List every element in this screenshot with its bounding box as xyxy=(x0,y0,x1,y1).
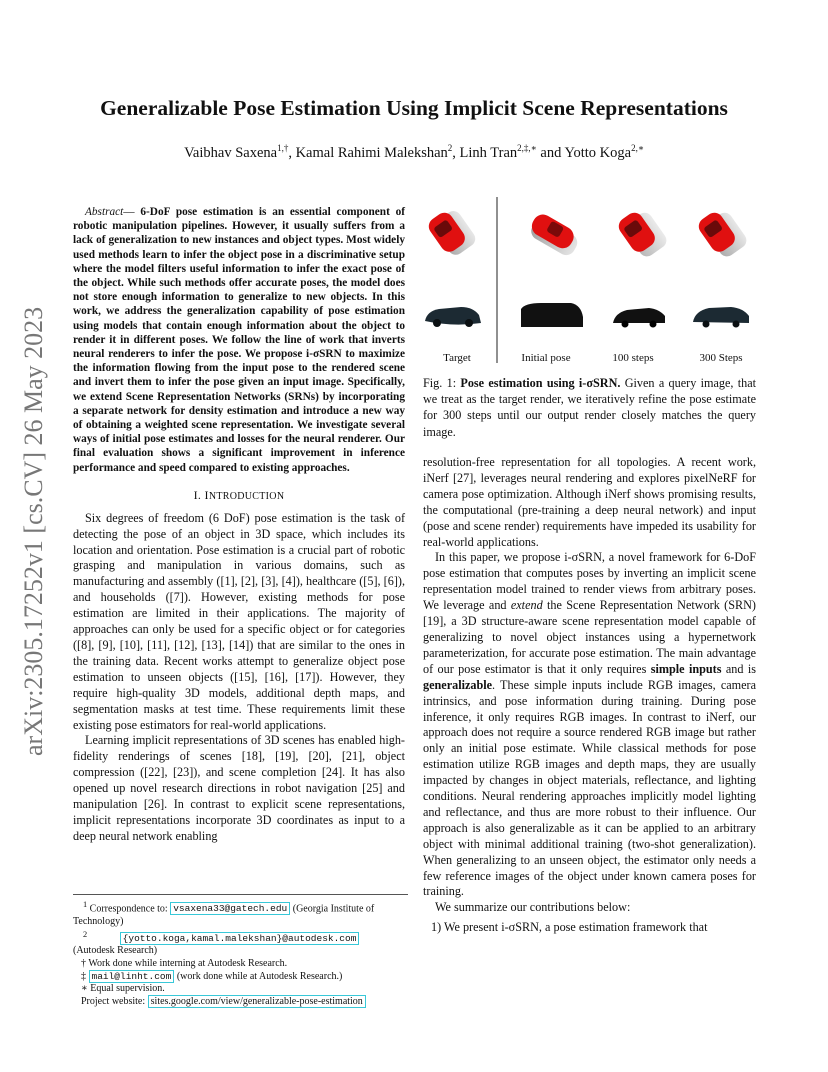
author-name: Yotto Koga xyxy=(564,144,632,161)
footnote-text: Project website: xyxy=(81,995,148,1007)
arxiv-watermark-svg xyxy=(8,280,54,760)
figure-1-graphic xyxy=(423,195,756,365)
dark-car-300-steps xyxy=(693,307,749,328)
arxiv-watermark-text: arXiv:2305.17252v1 [cs.CV] 26 May 2023 xyxy=(19,306,48,756)
section-rest: NTRODUCTION xyxy=(208,490,285,502)
abstract-dash: — xyxy=(123,206,141,218)
footnote-mark: ‡ xyxy=(81,970,89,982)
footnote-4 xyxy=(81,971,408,984)
text-bold: generalizable xyxy=(423,677,493,692)
red-car-target xyxy=(425,208,478,258)
red-car-100-steps xyxy=(615,209,669,259)
section-number: I. xyxy=(193,487,205,502)
author-affiliation: 1,† xyxy=(277,143,289,153)
author-list: Vaibhav Saxena$^{1,\dagger}$, Kamal Rahimi Malekshan$^2$, Linh Tran$^{2,\ddagger,∗}$ and Yotto Koga$^{2,∗}$ xyxy=(184,143,644,161)
caption-label: Fig. 1: xyxy=(423,376,461,390)
dark-car-initial xyxy=(521,303,583,327)
footnote-1 xyxy=(73,899,408,929)
footnotes xyxy=(73,894,408,1008)
paragraph: We summarize our contributions below: xyxy=(435,900,631,915)
text-run: . These simple inputs include RGB images, camera intrinsics, and pose information during training. During pose inference, it only requires RGB images. In contrast to iNerf, our approach does not require a source rendered RGB image but rather only an initial pose estimate. While classical methods for pose estimation utilize RGB images and depth maps, they are usually impacted by changes in object materials, reflectance, and lighting conditions. Neural rendering approaches implicitly model lighting and reflectance, and thus are more robust to their influence. Our approach is also generalizable as it can be applied to an arbitrary object with minimal additional training (two-shot generalization). When generalizing to an unseen object, the estimator only needs a few reference images of the object under known camera poses for training. xyxy=(423,677,756,899)
footnote-6 xyxy=(81,996,408,1009)
figure-caption xyxy=(423,375,756,440)
text-run: and is xyxy=(721,661,756,676)
figure-label-initial-pose: Initial pose xyxy=(521,352,571,364)
footnote-mark: 1 xyxy=(83,900,88,909)
left-column xyxy=(73,205,405,845)
figure-label-target: Target xyxy=(443,352,471,364)
author-affiliation: 2 xyxy=(447,143,453,153)
text-run: In this paper, we propose i-σSRN, a novel framework for 6-DoF pose estimation that computes poses by inverting an implicit scene representation model trained to render views from arbitrary poses. We leverage and xyxy=(423,550,756,613)
abstract-text: 6-DoF pose estimation is an essential component of robotic manipulation pipelines. However, it usually suffers from a lack of generalization to new instances and object types. Most widely used methods learn to infer the object pose in a discriminative setup where the model filters useful information to infer the exact pose of the object. While such methods offer accurate poses, the model does not store enough information to generalize to new objects. In this work, we address the generalization capability of pose estimation using models that contain enough information about the object to render it in different poses. We follow the line of work that inverts neural renderers to infer the pose. We propose i-σSRN to maximize the information flowing from the input pose to the rendered scene and invert them to infer the pose given an input image. Specifically, we extend Scene Representation Networks (SRNs) by incorporating a separate network for density estimation and introduce a new way of obtaining a weighted scene representation. We investigate several ways of initial pose estimates and losses for the neural renderer. Our final evaluation shows a significant improvement in inference performance and speed compared to existing approaches. xyxy=(73,206,406,474)
red-car-300-steps xyxy=(695,209,749,259)
figure-label-100-steps: 100 steps xyxy=(612,352,654,364)
paragraph xyxy=(423,550,756,900)
footnote-text: (Autodesk Research) xyxy=(73,945,158,957)
arxiv-watermark xyxy=(8,280,54,760)
text-emphasis: extend xyxy=(510,598,543,613)
text-bold: simple inputs xyxy=(650,661,722,676)
email-link[interactable]: vsaxena33@gatech.edu xyxy=(170,902,290,915)
figure-1 xyxy=(423,195,756,365)
footnote-5: ∗ Equal supervision. xyxy=(81,983,165,995)
project-website-link[interactable]: sites.google.com/view/generalizable-pose-estimation xyxy=(148,995,366,1008)
figure-label-300-steps: 300 Steps xyxy=(699,352,743,364)
author-name: Kamal Rahimi Malekshan xyxy=(295,144,448,161)
section-initial: I xyxy=(204,487,209,502)
dark-car-100-steps xyxy=(613,308,665,328)
paragraph: Six degrees of freedom (6 DoF) pose estimation is the task of detecting the pose of an object in 3D space, which includes its location and orientation. Pose estimation is a crucial part of robotic grasping and manipulation in various domains, such as manufacturing and assembly ([1], [2], [3], [4]), healthcare ([5], [6]), and households ([7]). However, existing methods for pose estimation are limited in their applications. The majority of approaches can only be used for a specific object or for categories ([8], [9], [10], [11], [12], [13], [14]) that are similar to the ones in the training data. Recent works attempt to generalize object pose estimation to unseen objects ([15], [16], [17]). However, they require high-quality 3D models, additional depth maps, and segmentation masks at test time. These requirements limit these existing pose estimators for real-world applications. xyxy=(73,510,405,732)
footnote-text: (work done while at Autodesk Research.) xyxy=(174,970,343,982)
red-car-initial xyxy=(528,211,581,259)
paper-title: Generalizable Pose Estimation Using Implicit Scene Representations xyxy=(100,96,728,120)
author-affiliation: 2,‡,∗ xyxy=(517,143,537,153)
footnote-2 xyxy=(73,929,408,959)
footnote-3: † Work done while interning at Autodesk Research. xyxy=(81,958,288,970)
section-heading-introduction xyxy=(73,488,405,505)
author-name: Linh Tran xyxy=(459,144,518,161)
email-link[interactable]: mail@linht.com xyxy=(89,970,175,983)
abstract-label: Abstract xyxy=(85,206,124,218)
text-run: the Scene Representation Network (SRN) [19], a 3D structure-aware scene representation model capable of generalizing to novel object instances using a hypernetwork parameterization, for accurate pose estimation. The main advantage of our pose estimator is that it only requires xyxy=(423,598,756,676)
right-column xyxy=(423,455,756,936)
paragraph: resolution-free representation for all topologies. A recent work, iNerf [27], leverages neural rendering and explores pixelNeRF for camera pose optimization. Although iNerf shows promising results, the computational (pre-training a deep neural network) and input (pose and scene render) requirements have impeded its usability for real-world applications. xyxy=(423,455,756,549)
contribution-item: 1) We present i-σSRN, a pose estimation framework that xyxy=(431,920,708,935)
author-affiliation: 2,∗ xyxy=(631,143,644,153)
dark-car-target xyxy=(425,307,481,327)
caption-bold: Pose estimation using i-σSRN. xyxy=(460,376,621,390)
caption-text: Given a query image, that we treat as the target render, we iteratively refine the pose estimate for 300 steps until our output render closely matches the query image. xyxy=(423,376,756,439)
email-link[interactable]: {yotto.koga,kamal.malekshan}@autodesk.com xyxy=(120,932,360,945)
footnote-mark: 2 xyxy=(83,929,88,939)
footnote-text: Correspondence to: xyxy=(89,903,171,915)
footnote-text: (Georgia Institute of Technology) xyxy=(73,903,375,927)
abstract xyxy=(73,205,405,475)
paragraph: Learning implicit representations of 3D scenes has enabled high-fidelity renderings of scenes [18], [19], [20], [21], object compression ([22], [23]), and scene completion [24]. It has also opened up novel research directions in robot navigation [25] and manipulation [26]. In contrast to explicit scene representations, implicit representations incorporate 3D coordinates as input to a deep neural network enabling xyxy=(73,733,405,843)
author-name: Vaibhav Saxena xyxy=(184,144,278,161)
